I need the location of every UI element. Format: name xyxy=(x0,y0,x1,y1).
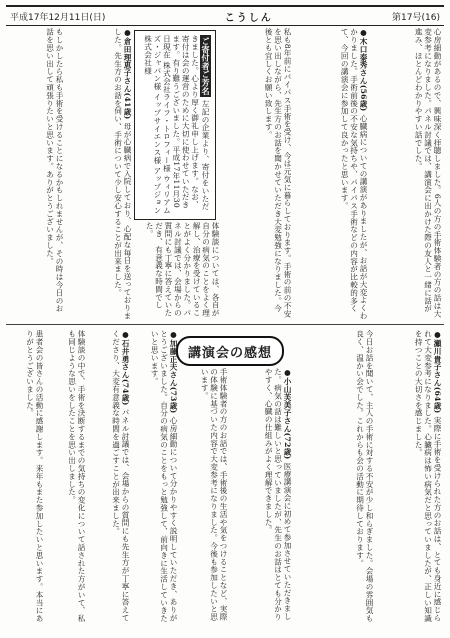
column-b7 xyxy=(48,330,86,626)
respondent-age: (74歳) xyxy=(121,378,130,406)
lecture-impressions-title: 講演会の感想 xyxy=(187,345,272,361)
column-t4 xyxy=(136,222,220,318)
column-t3 xyxy=(222,28,292,320)
top-article-band xyxy=(6,26,444,325)
column-text: 母が心臓病で入院しており、心配な毎日を送っておりました。先生方のお話を伺い、手術について少し安心することが出来ました。 xyxy=(113,28,132,320)
respondent-name: ●小山芙美子さん xyxy=(283,368,292,433)
column-text: 体験談の中で、手術を決断するまでの気持ちの変化について話された方がいて、私も同じような思いをしたことを思い出しました。 xyxy=(67,330,86,623)
respondent-name: ●石井勇さん xyxy=(121,330,130,379)
respondent-age: (64歳) xyxy=(433,386,442,414)
respondent-name: ●瀬川貴子さん xyxy=(433,330,442,387)
column-text: 心房細動があるので、興味深く拝聴しました。6人の方の手術体験者の方の話は大変参考になりました。パネル討議では、講演会に出かけた際の友人と一緒に話が進み、ほとんどわかりやすい話でした。 xyxy=(414,28,442,318)
column-b3 xyxy=(232,368,292,626)
column-b2 xyxy=(296,330,374,626)
issue-number: 第17号(16) xyxy=(392,12,440,23)
column-text: 今日お話を聞いて、主人の手術に対する不安が少し和らぎました。会場の雰囲気も良く、温かい会でした。これからも会の活動に期待しております。 xyxy=(355,330,374,623)
column-text: 心房細動について分かりやすく説明していただき、ありがとうございました。自分の病気のことをもっと勉強して、前向きに生活していきたいと思います。 xyxy=(150,330,178,623)
respondent-age: (56歳) xyxy=(359,84,368,112)
column-b5 xyxy=(134,330,178,626)
donor-notice-text xyxy=(139,35,211,215)
column-t6 xyxy=(8,28,64,320)
column-text: 患者会の皆さんの活動に感謝します。来年もまた参加したいと思います。本当にありがとうございました。 xyxy=(25,330,44,623)
respondent-age: (72歳) xyxy=(283,432,292,460)
column-t5 xyxy=(68,28,132,320)
respondent-name: ●加藤正夫さん xyxy=(169,330,178,387)
column-text: もしかしたら私も手術を受けることになるかもしれませんが、その時は今日のお話を思い出して頑張りたいと思います。ありがとうございました。 xyxy=(45,28,64,313)
donor-notice-body: 左記の企業より、寄付をいただきました。心より厚く御礼申し上げます。なお、寄付は会の運営のために大切に使わせていただきます。有り難うございました。平成17年11月30日現在 株式会社ライフ・トロフィー様 ウィリアムズ・ジャパン様 イップサイエンス様 アップジョン株式会社様 xyxy=(143,35,210,215)
respondent-age: (73歳) xyxy=(169,386,178,414)
column-text: 私も8年前にパイパス手術を受け、今は元気に暮らしております。手術の前の不安を思い出しながら、先生方のお話を聞かせていただき大変勉強になりました。今後とも宜しくお願い致します。 xyxy=(264,28,292,318)
column-t2 xyxy=(296,28,368,320)
respondent-age: (41歳) xyxy=(123,92,132,120)
column-b1 xyxy=(378,330,442,626)
column-text: 心臓病についての講演がありましたが、お話が大変よくわかりました。手術前後の不安な気持ちや、パイパス手術などの内容が比較的多くて、今回の講演会に参加して良かったと思います。 xyxy=(340,28,368,320)
issue-date: 平成17年12月11日(日) xyxy=(10,12,106,23)
column-b4 xyxy=(182,368,228,626)
column-text: 手術体験者の方のお話では、手術後の生活や気をつけることなど、実際の体験に基づいた内容で大変参考になりました。今後も参加したいと思います。 xyxy=(200,368,228,621)
respondent-name: ●倉田理恵子さん xyxy=(123,28,132,93)
column-b8 xyxy=(8,330,44,626)
donor-notice-box xyxy=(134,30,216,220)
page-header xyxy=(6,5,444,26)
column-text: 医療講演会に初めて参加させていただきました。病気の話は難しいと思っていましたが、先生のお話はとても分かりやすく、心臓の仕組みがよく理解できました。 xyxy=(264,368,292,621)
newsletter-title: こうしん xyxy=(224,12,273,24)
donor-notice-title: ご寄付者ご芳名 xyxy=(201,37,210,96)
column-text: 体験談については、各自が自分の病気のことをよく理解し、治療を受けていることがよく分かりました。パネル討議では、会場からの質問にも丁寧に答えていただき、有意義な時間でした。 xyxy=(145,222,220,317)
column-text: 実際に手術を受けられた方のお話は、とても身近に感じられて大変参考になりました。心臓病は怖い病気だと思っていましたが、正しい知識を持つことの大切さを感じました。 xyxy=(414,330,442,623)
respondent-name: ●木口泰秀さん xyxy=(359,28,368,85)
bottom-article-band xyxy=(6,326,444,630)
column-text: パネル討議では、会場からの質問にも先生方が丁寧に答えてくださり、大変有意義な時間を過ごすことが出来ました。 xyxy=(111,330,130,622)
column-b6 xyxy=(90,330,130,626)
column-t1 xyxy=(372,28,442,320)
